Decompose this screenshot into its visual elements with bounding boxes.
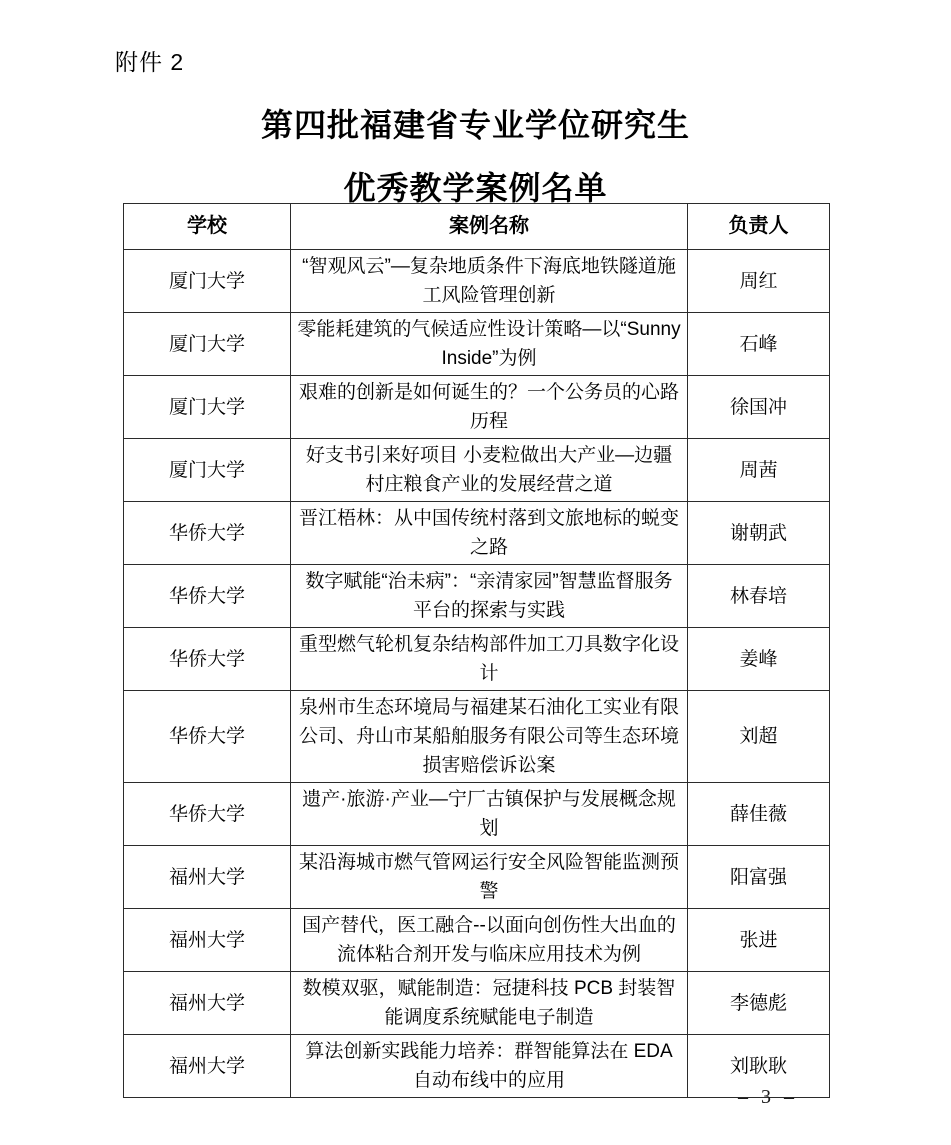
table-header-row <box>124 204 830 250</box>
school-cell: 厦门大学 <box>124 313 291 376</box>
school-cell: 华侨大学 <box>124 502 291 565</box>
school-cell: 福州大学 <box>124 909 291 972</box>
person-cell: 周茜 <box>688 439 830 502</box>
case-cell: 重型燃气轮机复杂结构部件加工刀具数字化设计 <box>291 628 688 691</box>
person-cell: 刘超 <box>688 691 830 783</box>
person-cell: 张进 <box>688 909 830 972</box>
school-cell: 华侨大学 <box>124 565 291 628</box>
case-cell: 艰难的创新是如何诞生的？一个公务员的心路历程 <box>291 376 688 439</box>
school-cell: 福州大学 <box>124 1035 291 1098</box>
school-cell: 厦门大学 <box>124 439 291 502</box>
school-cell: 福州大学 <box>124 846 291 909</box>
case-cell: 数模双驱，赋能制造：冠捷科技 PCB 封装智能调度系统赋能电子制造 <box>291 972 688 1035</box>
page-title-line1: 第四批福建省专业学位研究生 <box>260 107 690 143</box>
table-row <box>124 909 830 972</box>
table-row <box>124 313 830 376</box>
table-row <box>124 846 830 909</box>
person-cell: 薛佳薇 <box>688 783 830 846</box>
person-cell: 林春培 <box>688 565 830 628</box>
table-row <box>124 502 830 565</box>
person-cell: 谢朝武 <box>688 502 830 565</box>
school-cell: 厦门大学 <box>124 376 291 439</box>
page-title <box>0 94 951 220</box>
person-cell: 徐国冲 <box>688 376 830 439</box>
table-row <box>124 565 830 628</box>
person-cell: 周红 <box>688 250 830 313</box>
school-cell: 福州大学 <box>124 972 291 1035</box>
school-cell: 华侨大学 <box>124 691 291 783</box>
school-cell: 华侨大学 <box>124 783 291 846</box>
case-cell: 晋江梧林：从中国传统村落到文旅地标的蜕变之路 <box>291 502 688 565</box>
case-cell: 遗产·旅游·产业—宁厂古镇保护与发展概念规划 <box>291 783 688 846</box>
table-row <box>124 783 830 846</box>
header-school: 学校 <box>124 204 291 250</box>
table-row <box>124 439 830 502</box>
person-cell: 石峰 <box>688 313 830 376</box>
person-cell: 刘耿耿 <box>688 1035 830 1098</box>
table-row <box>124 691 830 783</box>
person-cell: 李德彪 <box>688 972 830 1035</box>
case-cell: 泉州市生态环境局与福建某石油化工实业有限公司、舟山市某船舶服务有限公司等生态环境损害赔偿诉讼案 <box>291 691 688 783</box>
school-cell: 华侨大学 <box>124 628 291 691</box>
table-row <box>124 376 830 439</box>
table-row <box>124 972 830 1035</box>
case-cell: 零能耗建筑的气候适应性设计策略—以“Sunny Inside”为例 <box>291 313 688 376</box>
header-case-name: 案例名称 <box>291 204 688 250</box>
case-cell: 算法创新实践能力培养：群智能算法在 EDA 自动布线中的应用 <box>291 1035 688 1098</box>
case-table <box>123 203 830 1098</box>
page-number: – 3 – <box>738 1086 798 1108</box>
case-cell: 某沿海城市燃气管网运行安全风险智能监测预警 <box>291 846 688 909</box>
table-row <box>124 628 830 691</box>
attachment-label: 附件 2 <box>115 49 185 75</box>
person-cell: 阳富强 <box>688 846 830 909</box>
case-cell: 国产替代，医工融合--以面向创伤性大出血的流体粘合剂开发与临床应用技术为例 <box>291 909 688 972</box>
page-title-line2: 优秀教学案例名单 <box>343 170 608 206</box>
header-person: 负责人 <box>688 204 830 250</box>
person-cell: 姜峰 <box>688 628 830 691</box>
table-row <box>124 1035 830 1098</box>
case-cell: 好支书引来好项目 小麦粒做出大产业—边疆村庄粮食产业的发展经营之道 <box>291 439 688 502</box>
table-row <box>124 250 830 313</box>
case-cell: “智观风云”—复杂地质条件下海底地铁隧道施工风险管理创新 <box>291 250 688 313</box>
school-cell: 厦门大学 <box>124 250 291 313</box>
case-cell: 数字赋能“治未病”：“亲清家园”智慧监督服务平台的探索与实践 <box>291 565 688 628</box>
